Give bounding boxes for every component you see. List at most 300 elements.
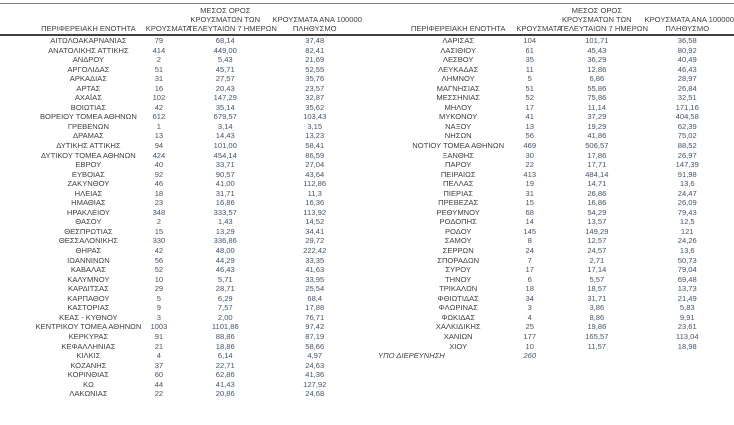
table-row xyxy=(5,103,357,113)
per100k-value: 50,73 xyxy=(677,255,697,265)
region-name: ΚΙΛΚΙΣ xyxy=(76,351,101,361)
region-name: ΦΛΩΡΙΝΑΣ xyxy=(438,303,478,313)
region-name: ΕΥΒΟΙΑΣ xyxy=(71,169,105,179)
cases-value: 2 xyxy=(156,217,162,227)
avg7-value: 484,14 xyxy=(585,169,609,179)
avg7-value: 88,86 xyxy=(215,331,235,341)
region-name: ΒΟΙΩΤΙΑΣ xyxy=(70,102,107,112)
per100k-value: 62,39 xyxy=(677,121,697,131)
col-header-avg7-line2: ΚΡΟΥΣΜΑΤΩΝ ΤΩΝ xyxy=(561,15,632,24)
per100k-value: 113,92 xyxy=(303,207,327,217)
region-name: ΣΥΡΟΥ xyxy=(445,265,471,275)
table-row xyxy=(5,84,357,94)
avg7-value: 17,86 xyxy=(587,150,607,160)
region-name: ΜΗΛΟΥ xyxy=(444,102,472,112)
avg7-value: 55,86 xyxy=(587,83,607,93)
region-name: ΛΕΣΒΟΥ xyxy=(442,55,474,65)
table-row xyxy=(5,55,357,65)
table-row xyxy=(5,112,357,122)
table-row xyxy=(5,93,357,103)
col-header-avg7-line1: ΜΕΣΟΣ ΟΡΟΣ xyxy=(571,6,623,15)
per100k-value: 171,16 xyxy=(675,102,699,112)
table-row xyxy=(374,332,730,342)
table-row xyxy=(374,198,730,208)
avg7-value: 6,29 xyxy=(217,293,233,303)
per100k-value: 3,15 xyxy=(307,121,323,131)
cases-value: 104 xyxy=(523,36,537,45)
table-row xyxy=(374,160,730,170)
cases-value: 145 xyxy=(523,226,537,236)
cases-value: 10 xyxy=(525,341,534,351)
region-name: ΔΡΑΜΑΣ xyxy=(73,131,104,141)
region-name: ΦΩΚΙΔΑΣ xyxy=(441,312,476,322)
table-row xyxy=(5,208,357,218)
cases-value: 52 xyxy=(525,93,534,103)
cases-value: 16 xyxy=(154,83,164,93)
per100k-value: 82,41 xyxy=(305,45,325,55)
region-name: ΣΕΡΡΩΝ xyxy=(442,246,474,256)
cases-value: 330 xyxy=(152,236,166,246)
cases-value: 1003 xyxy=(150,322,168,332)
per100k-value: 41,63 xyxy=(305,265,325,275)
col-header-avg7 xyxy=(188,6,277,33)
cases-value: 79 xyxy=(154,36,164,45)
region-name: ΑΝΑΤΟΛΙΚΗΣ ΑΤΤΙΚΗΣ xyxy=(48,45,129,55)
empty-cell xyxy=(645,351,730,361)
region-name: ΧΙΟΥ xyxy=(449,341,468,351)
per100k-value: 32,51 xyxy=(677,93,697,103)
table-row xyxy=(374,227,730,237)
avg7-value: 506,57 xyxy=(585,141,609,151)
region-name: ΗΡΑΚΛΕΙΟΥ xyxy=(66,207,110,217)
avg7-value: 44,29 xyxy=(215,255,235,265)
left-table-header xyxy=(0,6,367,33)
cases-value: 21 xyxy=(154,341,164,351)
cases-value: 612 xyxy=(152,112,166,122)
table-row xyxy=(374,65,730,75)
region-name: ΚΑΡΠΑΘΟΥ xyxy=(67,293,110,303)
table-row xyxy=(374,36,730,46)
avg7-value: 31,71 xyxy=(587,293,607,303)
cases-value: 37 xyxy=(154,360,164,370)
table-row xyxy=(374,74,730,84)
cases-value: 11 xyxy=(525,64,534,74)
table-header-band xyxy=(0,3,734,36)
per100k-value: 35,62 xyxy=(305,102,325,112)
col-header-per100k-line1: ΚΡΟΥΣΜΑΤΑ ΑΝΑ 100000 xyxy=(644,15,734,24)
table-row xyxy=(5,74,357,84)
region-name: ΚΩ xyxy=(83,379,94,389)
cases-value: 13 xyxy=(154,131,164,141)
avg7-value: 48,00 xyxy=(215,246,235,256)
avg7-value: 454,14 xyxy=(213,150,237,160)
region-name: ΛΕΥΚΑΔΑΣ xyxy=(438,64,479,74)
table-row xyxy=(5,361,357,371)
region-name: ΑΡΓΟΛΙΔΑΣ xyxy=(67,64,110,74)
avg7-value: 62,86 xyxy=(215,370,235,380)
avg7-value: 17,71 xyxy=(587,160,607,170)
table-row xyxy=(5,160,357,170)
avg7-value: 14,71 xyxy=(587,179,607,189)
region-name: ΑΝΔΡΟΥ xyxy=(72,55,105,65)
per100k-value: 88,52 xyxy=(677,141,697,151)
avg7-value: 22,71 xyxy=(215,360,235,370)
table-row xyxy=(5,36,357,46)
table-row xyxy=(374,246,730,256)
per100k-value: 41,36 xyxy=(305,370,325,380)
per100k-value: 17,88 xyxy=(305,303,325,313)
per100k-value: 79,04 xyxy=(677,265,697,275)
table-row xyxy=(5,294,357,304)
col-header-per100k-line2: ΠΛΗΘΥΣΜΟ xyxy=(292,24,337,33)
region-name: ΦΘΙΩΤΙΔΑΣ xyxy=(437,293,479,303)
cases-value: 35 xyxy=(525,55,534,65)
cases-value: 51 xyxy=(154,64,164,74)
cases-value: 5 xyxy=(527,74,532,84)
per100k-value: 91,98 xyxy=(677,169,697,179)
per100k-value: 33,95 xyxy=(305,274,325,284)
cases-value: 30 xyxy=(525,150,534,160)
col-header-cases xyxy=(145,6,192,33)
avg7-value: 101,71 xyxy=(585,36,609,45)
table-row xyxy=(5,46,357,56)
per100k-value: 43,64 xyxy=(305,169,325,179)
table-body-band xyxy=(0,36,734,399)
table-row xyxy=(374,84,730,94)
per100k-value: 21,69 xyxy=(305,55,325,65)
cases-value: 348 xyxy=(152,207,166,217)
per100k-value: 24,47 xyxy=(677,188,697,198)
table-row xyxy=(5,332,357,342)
cases-value: 61 xyxy=(525,45,534,55)
per100k-value: 404,58 xyxy=(675,112,699,122)
cases-value: 6 xyxy=(527,274,532,284)
table-row xyxy=(5,351,357,361)
table-row xyxy=(5,122,357,132)
table-row xyxy=(5,170,357,180)
table-row xyxy=(374,46,730,56)
region-name: ΗΛΕΙΑΣ xyxy=(74,188,103,198)
per100k-value: 13,6 xyxy=(679,246,695,256)
cases-value: 469 xyxy=(523,141,537,151)
cases-value: 91 xyxy=(154,331,164,341)
region-name: ΤΗΝΟΥ xyxy=(445,274,472,284)
table-row xyxy=(374,131,730,141)
under-investigation-label: ΥΠΟ ΔΙΕΡΕΥΝΗΣΗ xyxy=(378,351,445,361)
table-row xyxy=(5,246,357,256)
table-row xyxy=(374,342,730,352)
table-row xyxy=(5,322,357,332)
table-row xyxy=(374,170,730,180)
per100k-value: 76,71 xyxy=(305,312,325,322)
region-name: ΑΡΤΑΣ xyxy=(76,83,101,93)
col-header-cases-label: ΚΡΟΥΣΜΑΤΑ xyxy=(516,24,562,33)
table-row xyxy=(5,256,357,266)
region-name: ΣΠΟΡΑΔΩΝ xyxy=(437,255,480,265)
region-name: ΒΟΡΕΙΟΥ ΤΟΜΕΑ ΑΘΗΝΩΝ xyxy=(39,112,137,122)
region-name: ΔΥΤΙΚΟΥ ΤΟΜΕΑ ΑΘΗΝΩΝ xyxy=(41,150,136,160)
region-name: ΡΟΔΟΠΗΣ xyxy=(439,217,477,227)
region-name: ΕΒΡΟΥ xyxy=(75,160,102,170)
region-name: ΑΙΤΩΛΟΑΚΑΡΝΑΝΙΑΣ xyxy=(50,36,127,45)
per100k-value: 26,09 xyxy=(677,198,697,208)
right-table-body xyxy=(367,36,734,399)
avg7-value: 1,43 xyxy=(217,217,233,227)
cases-value: 46 xyxy=(154,179,164,189)
table-row xyxy=(374,151,730,161)
region-name: ΚΕΝΤΡΙΚΟΥ ΤΟΜΕΑ ΑΘΗΝΩΝ xyxy=(35,322,142,332)
cases-value: 424 xyxy=(152,150,166,160)
region-name: ΚΑΣΤΟΡΙΑΣ xyxy=(67,303,110,313)
per100k-value: 27,04 xyxy=(305,160,325,170)
table-row xyxy=(374,141,730,151)
region-name: ΠΕΛΛΑΣ xyxy=(442,179,474,189)
col-header-per100k xyxy=(644,6,734,33)
avg7-value: 8,86 xyxy=(589,312,605,322)
avg7-value: 33,71 xyxy=(215,160,235,170)
avg7-value: 17,14 xyxy=(587,265,607,275)
avg7-value: 101,00 xyxy=(213,141,237,151)
cases-value: 413 xyxy=(523,169,537,179)
cases-value: 34 xyxy=(525,293,534,303)
avg7-value: 45,43 xyxy=(587,45,607,55)
table-row xyxy=(374,236,730,246)
per100k-value: 23,57 xyxy=(305,83,325,93)
avg7-value: 26,86 xyxy=(587,188,607,198)
table-row xyxy=(374,275,730,285)
avg7-value: 20,43 xyxy=(215,83,235,93)
table-row xyxy=(5,303,357,313)
avg7-value: 3,86 xyxy=(589,303,605,313)
table-row xyxy=(5,65,357,75)
region-name: ΘΑΣΟΥ xyxy=(75,217,102,227)
table-row xyxy=(374,179,730,189)
avg7-value: 46,43 xyxy=(215,265,235,275)
left-table-rows xyxy=(5,36,357,399)
region-name: ΔΥΤΙΚΗΣ ΑΤΤΙΚΗΣ xyxy=(56,141,121,151)
avg7-value: 31,71 xyxy=(215,188,235,198)
table-row xyxy=(374,122,730,132)
col-header-cases-label: ΚΡΟΥΣΜΑΤΑ xyxy=(145,24,192,33)
per100k-value: 147,39 xyxy=(675,160,699,170)
col-header-per100k-line2: ΠΛΗΘΥΣΜΟ xyxy=(665,24,710,33)
per100k-value: 222,42 xyxy=(303,246,327,256)
cases-value: 17 xyxy=(525,265,534,275)
per100k-value: 11,3 xyxy=(307,188,322,198)
avg7-value: 75,86 xyxy=(587,93,607,103)
avg7-value: 5,71 xyxy=(217,274,233,284)
avg7-value: 165,57 xyxy=(585,331,609,341)
cases-value: 14 xyxy=(525,217,534,227)
under-investigation-row xyxy=(374,351,730,361)
cases-value: 44 xyxy=(154,379,164,389)
table-row xyxy=(5,236,357,246)
region-name: ΑΧΑΪΑΣ xyxy=(74,93,102,103)
avg7-value: 5,57 xyxy=(589,274,605,284)
avg7-value: 18,86 xyxy=(215,341,235,351)
per100k-value: 12,5 xyxy=(679,217,695,227)
table-row xyxy=(5,189,357,199)
per100k-value: 46,43 xyxy=(677,64,697,74)
region-name: ΛΑΡΙΣΑΣ xyxy=(442,36,475,45)
avg7-value: 20,86 xyxy=(215,389,235,399)
avg7-value: 11,57 xyxy=(587,341,607,351)
col-header-avg7-line2: ΚΡΟΥΣΜΑΤΩΝ ΤΩΝ xyxy=(190,15,261,24)
table-row xyxy=(374,256,730,266)
per100k-value: 16,36 xyxy=(305,198,325,208)
cases-value: 56 xyxy=(154,255,164,265)
region-name: ΓΡΕΒΕΝΩΝ xyxy=(67,121,109,131)
per100k-value: 113,04 xyxy=(675,331,699,341)
avg7-value: 54,29 xyxy=(587,207,607,217)
avg7-value: 18,57 xyxy=(587,284,607,294)
cases-value: 13 xyxy=(525,121,534,131)
per100k-value: 24,26 xyxy=(677,236,697,246)
per100k-value: 86,59 xyxy=(305,150,325,160)
table-row xyxy=(5,389,357,399)
per100k-value: 23,61 xyxy=(677,322,697,332)
per100k-value: 87,19 xyxy=(305,331,325,341)
region-name: ΘΕΣΠΡΩΤΙΑΣ xyxy=(64,226,113,236)
table-row xyxy=(374,55,730,65)
region-name: ΧΑΛΚΙΔΙΚΗΣ xyxy=(435,322,481,332)
region-name: ΞΑΝΘΗΣ xyxy=(442,150,474,160)
per100k-value: 29,72 xyxy=(305,236,325,246)
region-name: ΛΗΜΝΟΥ xyxy=(441,74,475,84)
cases-value: 22 xyxy=(525,160,534,170)
region-name: ΑΡΚΑΔΙΑΣ xyxy=(69,74,107,84)
avg7-value: 6,86 xyxy=(589,74,605,84)
per100k-value: 69,48 xyxy=(677,274,697,284)
table-row xyxy=(374,322,730,332)
region-name: ΧΑΝΙΩΝ xyxy=(443,331,473,341)
cases-value: 92 xyxy=(154,169,164,179)
cases-value: 42 xyxy=(154,246,164,256)
avg7-value: 1101,86 xyxy=(211,322,239,332)
avg7-value: 37,29 xyxy=(587,112,607,122)
col-header-region-label: ΠΕΡΙΦΕΡΕΙΑΚΗ ΕΝΟΤΗΤΑ xyxy=(41,24,136,33)
per100k-value: 79,43 xyxy=(677,207,697,217)
col-header-region xyxy=(5,6,146,33)
cases-value: 68 xyxy=(525,207,534,217)
avg7-value: 3,14 xyxy=(217,121,233,131)
table-row xyxy=(374,313,730,323)
col-header-cases xyxy=(516,6,562,33)
avg7-value: 336,86 xyxy=(213,236,237,246)
cases-value: 42 xyxy=(154,102,164,112)
table-row xyxy=(5,198,357,208)
cases-value: 94 xyxy=(154,141,164,151)
table-row xyxy=(374,217,730,227)
col-header-region-label: ΠΕΡΙΦΕΡΕΙΑΚΗ ΕΝΟΤΗΤΑ xyxy=(410,24,506,33)
table-row xyxy=(5,380,357,390)
avg7-value: 11,14 xyxy=(587,102,607,112)
per100k-value: 33,35 xyxy=(305,255,325,265)
avg7-value: 27,57 xyxy=(215,74,235,84)
per100k-value: 34,41 xyxy=(305,226,325,236)
per100k-value: 5,83 xyxy=(679,303,695,313)
under-investigation-cases: 260 xyxy=(523,351,537,361)
avg7-value: 14,43 xyxy=(215,131,235,141)
cases-value: 51 xyxy=(525,83,534,93)
table-row xyxy=(5,342,357,352)
col-header-region xyxy=(374,6,516,33)
cases-value: 15 xyxy=(525,198,534,208)
region-name: ΠΡΕΒΕΖΑΣ xyxy=(438,198,479,208)
cases-value: 17 xyxy=(525,102,534,112)
cases-value: 15 xyxy=(154,226,164,236)
per100k-value: 21,49 xyxy=(677,293,697,303)
avg7-value: 36,29 xyxy=(587,55,607,65)
table-row xyxy=(5,179,357,189)
per100k-value: 24,68 xyxy=(305,389,325,399)
avg7-value: 41,43 xyxy=(215,379,235,389)
cases-value: 18 xyxy=(525,284,534,294)
per100k-value: 127,92 xyxy=(303,379,327,389)
avg7-value: 68,14 xyxy=(215,36,235,45)
region-name: ΡΕΘΥΜΝΟΥ xyxy=(436,207,480,217)
per100k-value: 36,58 xyxy=(677,36,697,45)
avg7-value: 2,00 xyxy=(217,312,233,322)
cases-value: 2 xyxy=(156,55,162,65)
avg7-value: 13,57 xyxy=(587,217,607,227)
per100k-value: 121 xyxy=(680,226,694,236)
avg7-value: 19,29 xyxy=(587,121,607,131)
region-name: ΝΗΣΩΝ xyxy=(444,131,472,141)
cases-value: 102 xyxy=(152,93,166,103)
table-row xyxy=(374,303,730,313)
region-name: ΚΑΛΥΜΝΟΥ xyxy=(67,274,110,284)
table-row xyxy=(5,313,357,323)
region-name: ΜΕΣΣΗΝΙΑΣ xyxy=(436,93,480,103)
table-row xyxy=(5,370,357,380)
avg7-value: 5,43 xyxy=(217,55,233,65)
per100k-value: 14,52 xyxy=(305,217,325,227)
region-name: ΚΕΑΣ - ΚΥΘΝΟΥ xyxy=(59,312,118,322)
table-row xyxy=(5,217,357,227)
avg7-value: 12,57 xyxy=(587,236,607,246)
table-row xyxy=(374,189,730,199)
per100k-value: 13,23 xyxy=(305,131,325,141)
cases-value: 24 xyxy=(525,246,534,256)
cases-value: 414 xyxy=(152,45,166,55)
cases-value: 5 xyxy=(156,293,162,303)
cases-value: 56 xyxy=(525,131,534,141)
region-name: ΚΑΒΑΛΑΣ xyxy=(70,265,106,275)
per100k-value: 32,87 xyxy=(305,93,325,103)
cases-value: 7 xyxy=(527,255,532,265)
empty-cell xyxy=(559,351,644,361)
table-row xyxy=(374,208,730,218)
region-name: ΚΕΦΑΛΛΗΝΙΑΣ xyxy=(61,341,116,351)
region-name: ΜΑΓΝΗΣΙΑΣ xyxy=(436,83,480,93)
col-header-avg7-line3: ΤΕΛΕΥΤΑΙΩΝ 7 ΗΜΕΡΩΝ xyxy=(559,24,648,33)
cases-value: 9 xyxy=(156,303,162,313)
per100k-value: 28,97 xyxy=(677,74,697,84)
region-name: ΝΑΞΟΥ xyxy=(445,121,472,131)
per100k-value: 58,66 xyxy=(305,341,325,351)
cases-value: 18 xyxy=(154,188,164,198)
cases-value: 4 xyxy=(156,351,162,361)
region-name: ΙΩΑΝΝΙΝΩΝ xyxy=(67,255,110,265)
cases-value: 60 xyxy=(154,370,164,380)
region-name: ΚΑΡΔΙΤΣΑΣ xyxy=(67,284,109,294)
table-row xyxy=(5,227,357,237)
per100k-value: 75,02 xyxy=(677,131,697,141)
cases-value: 40 xyxy=(154,160,164,170)
table-row xyxy=(374,112,730,122)
per100k-value: 80,92 xyxy=(677,45,697,55)
